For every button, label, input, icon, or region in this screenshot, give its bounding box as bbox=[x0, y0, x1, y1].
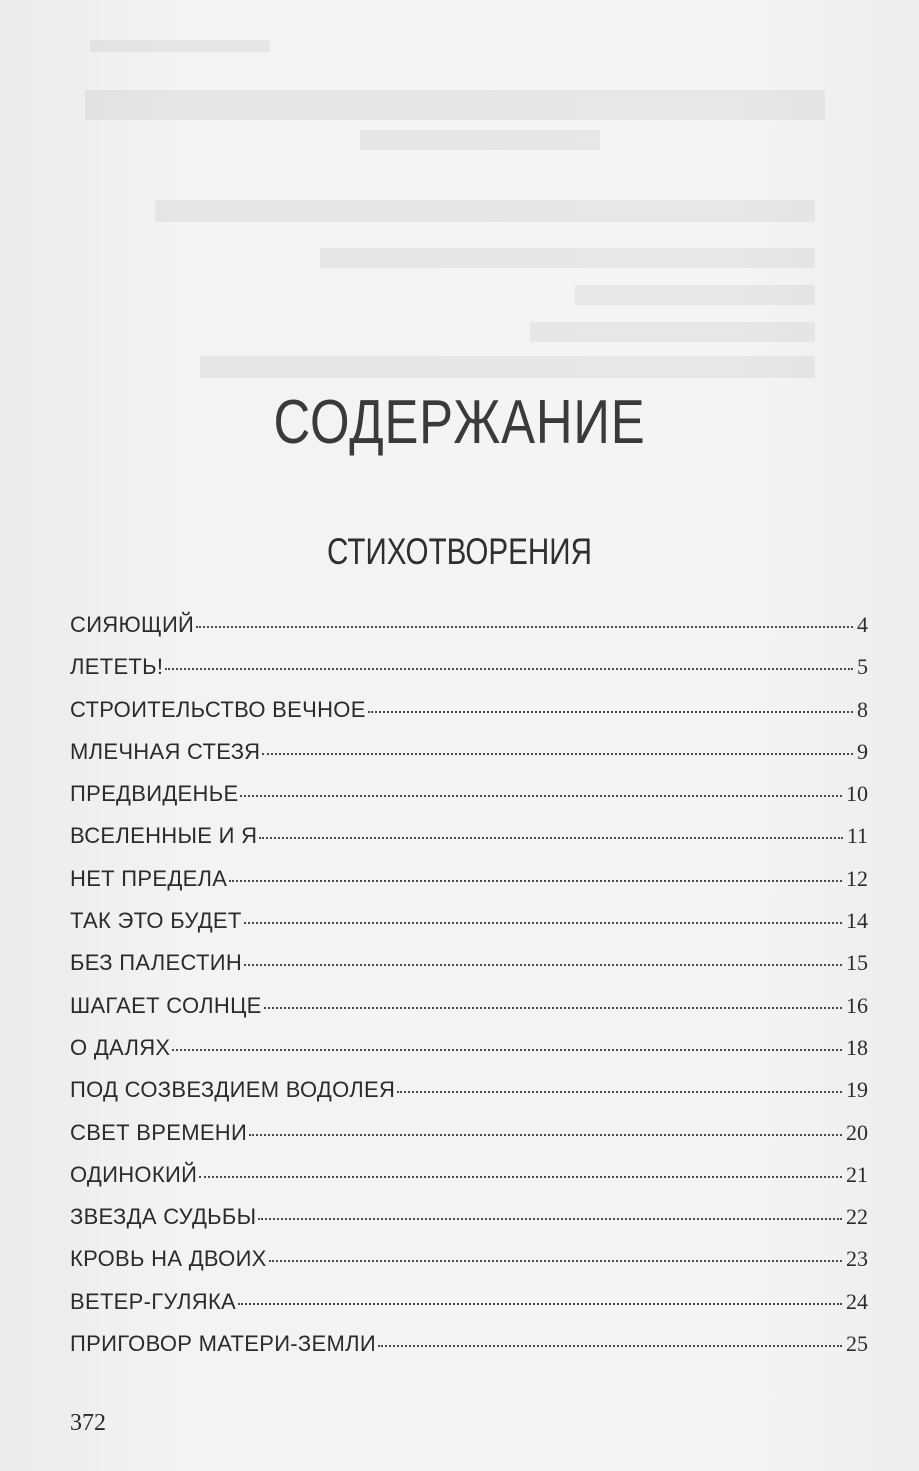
toc-entry-page: 9 bbox=[857, 738, 868, 764]
toc-leader-dots bbox=[196, 626, 853, 628]
toc-entry bbox=[70, 1077, 868, 1119]
toc-entry-page: 12 bbox=[846, 865, 868, 891]
toc-entry-title: ВЕТЕР-ГУЛЯКА bbox=[70, 1288, 237, 1314]
toc-leader-dots bbox=[165, 668, 853, 670]
toc-entry-page: 5 bbox=[857, 654, 868, 680]
toc-entry-page: 4 bbox=[857, 612, 868, 637]
toc-entry bbox=[70, 1162, 868, 1204]
toc-leader-dots bbox=[244, 922, 842, 924]
toc-leader-dots bbox=[238, 1303, 842, 1305]
toc-entry-title: ЛЕТЕТЬ! bbox=[70, 654, 164, 680]
toc-entry-page: 8 bbox=[857, 696, 868, 722]
toc-leader-dots bbox=[229, 880, 842, 882]
toc-entry-page: 19 bbox=[846, 1077, 868, 1103]
toc-entry-title: ПРИГОВОР МАТЕРИ-ЗЕМЛИ bbox=[70, 1331, 376, 1357]
toc-leader-dots bbox=[259, 837, 842, 839]
toc-entry bbox=[70, 950, 868, 992]
toc-entry bbox=[70, 993, 868, 1035]
toc-entry-page: 21 bbox=[846, 1161, 868, 1187]
toc-entry-title: ОДИНОКИЙ bbox=[70, 1161, 198, 1187]
show-through-text bbox=[0, 0, 919, 400]
toc-leader-dots bbox=[262, 753, 853, 755]
toc-entry-page: 24 bbox=[846, 1288, 868, 1314]
toc-entry-title: СТРОИТЕЛЬСТВО ВЕЧНОЕ bbox=[70, 696, 366, 722]
toc-entry-title: ШАГАЕТ СОЛНЦЕ bbox=[70, 992, 262, 1018]
toc-entry bbox=[70, 823, 868, 865]
toc-entry bbox=[70, 1246, 868, 1288]
toc-entry-page: 22 bbox=[846, 1204, 868, 1230]
toc-entry-title: КРОВЬ НА ДВОИХ bbox=[70, 1246, 267, 1272]
toc-leader-dots bbox=[397, 1091, 842, 1093]
toc-leader-dots bbox=[269, 1260, 842, 1262]
toc-entry bbox=[70, 697, 868, 739]
toc-entry-title: НЕТ ПРЕДЕЛА bbox=[70, 865, 228, 891]
toc-entry bbox=[70, 781, 868, 823]
toc-leader-dots bbox=[378, 1345, 842, 1347]
toc-entry-page: 16 bbox=[846, 992, 868, 1018]
toc-entry-title: МЛЕЧНАЯ СТЕЗЯ bbox=[70, 738, 261, 764]
toc-entry-title: О ДАЛЯХ bbox=[70, 1034, 171, 1060]
toc-entry-title: ПРЕДВИДЕНЬЕ bbox=[70, 781, 239, 807]
section-title: СТИХОТВОРЕНИЯ bbox=[327, 531, 592, 572]
toc-entry bbox=[70, 654, 868, 696]
toc-leader-dots bbox=[199, 1176, 842, 1178]
toc-entry bbox=[70, 1331, 868, 1373]
toc-entry-page: 14 bbox=[846, 908, 868, 934]
toc-entry-title: СВЕТ ВРЕМЕНИ bbox=[70, 1119, 248, 1145]
toc-entry-title: ТАК ЭТО БУДЕТ bbox=[70, 908, 242, 934]
toc-entry-title: СИЯЮЩИЙ bbox=[70, 612, 195, 637]
table-of-contents bbox=[70, 612, 868, 1373]
toc-entry bbox=[70, 1204, 868, 1246]
toc-leader-dots bbox=[240, 795, 842, 797]
toc-leader-dots bbox=[368, 711, 853, 713]
toc-entry-page: 23 bbox=[846, 1246, 868, 1272]
toc-leader-dots bbox=[249, 1134, 842, 1136]
toc-entry bbox=[70, 1120, 868, 1162]
toc-leader-dots bbox=[172, 1049, 842, 1051]
toc-entry-page: 25 bbox=[846, 1331, 868, 1357]
toc-entry bbox=[70, 739, 868, 781]
toc-leader-dots bbox=[264, 1007, 842, 1009]
toc-leader-dots bbox=[244, 964, 842, 966]
page-title: СОДЕРЖАНИЕ bbox=[273, 388, 646, 457]
toc-entry-page: 11 bbox=[846, 823, 868, 849]
toc-entry-page: 20 bbox=[846, 1119, 868, 1145]
toc-entry-title: ВСЕЛЕННЫЕ И Я bbox=[70, 823, 258, 849]
toc-entry bbox=[70, 1035, 868, 1077]
toc-entry-title: ЗВЕЗДА СУДЬБЫ bbox=[70, 1204, 257, 1230]
toc-entry-title: ПОД СОЗВЕЗДИЕМ ВОДОЛЕЯ bbox=[70, 1077, 396, 1103]
toc-entry bbox=[70, 866, 868, 908]
toc-entry bbox=[70, 612, 868, 654]
toc-entry-page: 15 bbox=[846, 950, 868, 976]
page-number: 372 bbox=[70, 1410, 106, 1436]
toc-entry-page: 10 bbox=[846, 781, 868, 807]
toc-entry bbox=[70, 1289, 868, 1331]
toc-leader-dots bbox=[258, 1218, 842, 1220]
toc-entry-title: БЕЗ ПАЛЕСТИН bbox=[70, 950, 243, 976]
toc-entry bbox=[70, 908, 868, 950]
toc-entry-page: 18 bbox=[846, 1034, 868, 1060]
